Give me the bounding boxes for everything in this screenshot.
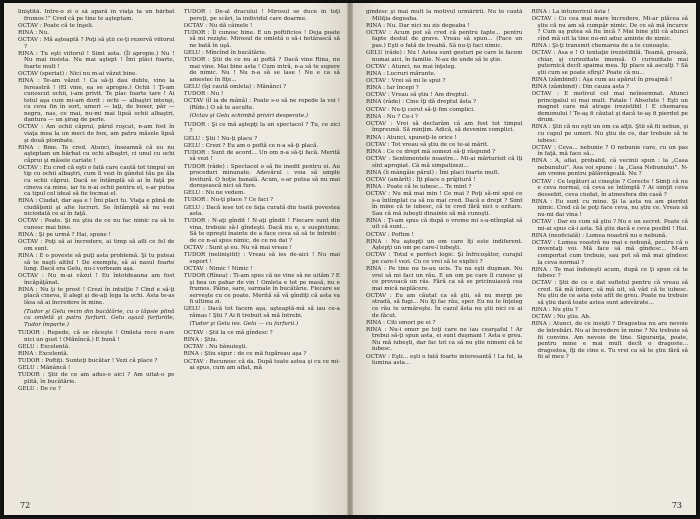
dialogue-line: OCTAV : Mă aşteaptă ? Poţi să ştii ce-ţi rezervă viitorul ? <box>18 36 175 50</box>
dialogue-line: RINA : Ce ce drept mă somezi să-ţi răspund ? <box>366 148 496 155</box>
dialogue-line: OCTAV : Poţi să ai încredere, ai timp să afli ce fel de om sunt. <box>18 239 175 252</box>
dialogue-line: OCTAV : Poate că te înşeli. <box>18 22 94 29</box>
dialogue-line: OCTAV : Asa e ! O tentaţie irezistibilă. Teamă, groază, chiar, şi curiozitate imensă. O curiozitate mai puternică decît spaima mea. Îţi place să asculţi ? Să ştii cum se poate sfîrşi? Poate că nu... <box>531 50 688 76</box>
dialogue-line: OCTAV : Totul e perfect logic. Şi înfricoşător, curajul pe care-l vezi. Cu ce vrei să te explici ? <box>366 252 523 265</box>
dialogue-line: OCTAV (amărît) : Îţi place o prăjitură ! <box>366 176 476 183</box>
dialogue-line: GELU (îşi caută omleta) : Mănânci ? <box>183 83 287 90</box>
dialogue-line: OCTAV : Nu mă mai min ! Ce mai ? Poţi să-mi spui ce s-a întîmplat ca să nu mai cred. Dacă e drept ? Simt în mine că te iubesc, că te cred fără nici o ezitare. Sau că mă iubeşti dinainte să mă cunoşti. <box>366 191 523 217</box>
dialogue-line: TUDOR : Şi ce mă aştepţi la un spectacol ? Tu, ce zici ? <box>183 121 340 135</box>
dialogue-line: OCTAV : Poate. Şi nu ştiu de ce nu fac nimic ca să te cunosc mai bine. <box>18 218 175 232</box>
dialogue-line: OCTAV : Dar eu cum să ştiu ? Nu e un secret. Poate că mi-ai spus că-i asta. Să ştiu dacă e ceva posibil ! Hai. <box>531 219 688 232</box>
dialogue-line: RINA : Te-am văzut ! Ca să-ţi dau dublu, vino la fereastră ! (El vine, ea se apropie.) Ochii ! Ţi-am cunoscut ochii, i-am privit. Te plac foarte tare ! Ai totul aşa cum mi-am dorit : ochi — albaştri intenşi, cu ceva fin în sort, umeri — laţi, de boxer, păr — negru, nas, ce mai, nu-mi mai lipsă ochii albaştri, dantura — un şirag de perle. <box>18 78 175 124</box>
dialogue-line: RINA : Atunci, spuneţi-le orice ! <box>366 134 457 141</box>
dialogue-line: OCTAV : Eu am căutat ca să ştii, să nu mergi pe stradă, să fugi... Nu îţi fac rău, sper. Eu nu te înţeleg ce rău te urmăreşte. În cazul ăsta nu ştii nici ce ai de făcut. <box>366 292 523 319</box>
dialogue-line: RINA : Nu-i omor pe toţi care ne iau cearşaful ! Ar trebui să-ţi spun asta, ei sunt duşmani ! Asta e greu. Nu mă iubeşti, dar fac tot ca să nu ştie nimeni că te iubesc. <box>366 326 523 353</box>
dialogue-line: TUDOR : De-al dracului ! Mirosul se duce în toţi pereţi, pe scări, la individul care doarme. <box>183 9 340 22</box>
dialogue-line: liniştită. Între-o zi o să apară în viaţa ta un bărbat frumos !” Cred că pe tine te aşteptam. <box>18 9 175 22</box>
dialogue-line: TUDOR (râde) : Spectacol o să fie inedit pentru ei. Au proceduri minunate. Adevărul : voia să umple lovitură. O hoţie banală. Acum, s-ar putea să nu mai doreşească nici să fure. <box>183 163 340 190</box>
page-number-left: 72 <box>20 501 31 511</box>
dialogue-line: RINA : Ştiu sigur : de ce mă fugăreau aşa ? <box>183 351 307 358</box>
dialogue-line: OCTAV : Atunci, nu mai înţeleg. <box>366 63 457 70</box>
stage-direction: (Tudor şi Gelu recin din bucătărie, cu o tăpsie plină cu omletă şi patru farfurii. Gelu aşază farfuriile, Tudor împarte.) <box>24 308 175 328</box>
dialogue-line: OCTAV : Am ochii căprui, părul roşcat, n-am fost în viaţa mea la un meci de box, am patru măsele lipsă şi două plombate. <box>18 124 175 144</box>
dialogue-line: OCTAV : Poftim ! <box>366 231 414 238</box>
dialogue-line: OCTAV : Vrei să declarăm că am fost tot timpul împreună. Să minţim. Adică, să devenim complici. <box>366 120 523 134</box>
dialogue-line: RINA (râde) : Cine îţi dă dreptul ăsta ? <box>366 99 477 106</box>
dialogue-line: TUDOR : Poftiţi. Sunteţi bucătar ! Vezi că place ? <box>18 358 158 365</box>
left-page-column-1 <box>18 9 175 493</box>
dialogue-line: OCTAV : Ştii la ce mă gîndesc ? <box>183 330 273 337</box>
dialogue-line: OCTAV : Eşti... eşti o fată foarte interesantă ! La fel, la lumina asta... <box>366 353 523 367</box>
dialogue-line: TUDOR (Rînea) : Ti-am spus că ne vine să ne uităm ? E şi bea un pahar de vin ! Omleta e tot pe masă, nu e frumos. Pâine, sare, sarmale în bucătărie. Fiecare se serveşte cu ce poate. Merită să vă gîndiţi că asta va fi ultima zi. <box>183 273 340 306</box>
dialogue-line: OCTAV : Lumea voastră nu mai e nebună, pentru că o inventaţi voi. Mă face să mă gîndesc... M-am comportat cum trebuie, sau pot să mă mai gîndesc la ceva normal ? <box>531 239 688 266</box>
dialogue-line: OCTAV : Sentimentele noastre... Mi-ai mărturisit că îţi sînt apropiat. Că mă simpatizezi... <box>366 155 523 169</box>
left-page-column-2 <box>184 9 341 493</box>
right-page-column-2 <box>532 9 689 493</box>
dialogue-line: RINA : Iar începi ? <box>366 85 419 92</box>
stage-direction: (Octav şi Gelu schimbă priviri desperate.) <box>189 113 309 120</box>
dialogue-line: OCTAV : Nimic ! Nimic ! <box>183 265 253 272</box>
dialogue-line: GELU : Mănâncă ! <box>18 365 71 372</box>
book-spread <box>4 3 696 515</box>
dialogue-line: RINA : A, aflai, probabil, că vecinii spun : la „Casa nebunului”. Asa voi spune : la „Casa Nebunului”. N-am vreme pentru pălăvrăgeală. Nu ? <box>531 158 688 178</box>
dialogue-line: OCTAV : Ştii de ce e dat sufletul pentru că vreau să cred. Să mă întorc, să mă uit, să văd că te iubesc. Nu ştiu de ce asta este atît de greu. Poate nu trebuie să ştiu dacă toate astea sunt adevărate... <box>531 280 688 307</box>
dialogue-line: TUDOR : Nu-ţi place ? Ce faci ? <box>183 197 274 204</box>
dialogue-line: TUDOR : N-aţi gîndit ! N-aţi gîndit ! Fiecare sunt din vina, trebuie să-l gîndeşti. Dacă nu e, e suspiciune. Să te opreşti înainte de a face ceva să să te întrebi : de ce n-ai spus nimic, de ce nu dai ? <box>183 218 340 244</box>
dialogue-line: RINA : E o poveste să puţi asta problemă. Şi tu puteai să te naşti altfel ! De exemplu, să ai nasul foarte lung. Dacă era Gelu, nu-i vorbeam aşa. <box>18 253 175 273</box>
dialogue-line: RINA : Ciudat, dar aşa e ! Îmi placi tu. Viaţa e plină de ciudăţenii şi alte lucruri. Se întâmplă să nu vezi niciodată ce ai în faţă. <box>18 198 175 218</box>
dialogue-line: RINA (îi mângâie părul) : Îmi placi foarte mult. <box>366 169 500 176</box>
dialogue-line: RINA : Eu sunt cu mine. Şi la asta nu am pierdut nimic. Cred că le poţi face ceva, nu ştiu ce. Vreau să nu-mi dai vina ! <box>531 198 688 218</box>
dialogue-line: RINA : Nu. <box>18 29 50 36</box>
dialogue-line: OCTAV (îl ia de mână) : Poate s-o să ne repede la voi ! (Rîde.) O să te asculte. <box>183 98 340 111</box>
dialogue-line: OCTAV : Tot vreau să ştiu de ce te-ai mărit. <box>366 141 489 148</box>
dialogue-line: OCTAV : Vreau să ştiu ! Am dreptul. <box>366 92 469 99</box>
dialogue-line: RINA : Şi pe urmă ? Hai, spune ! <box>18 232 111 239</box>
dialogue-line: OCTAV : E motivul cel mai neînsemnat. Atunci principalul ei mai mult. Fatale ! Absolute ! Eşti un magnet care mă atrage irezistibil ! E chemarea demonului ! Te-aş fi căutat şi dacă te-aş fi pierdut pe drum. <box>531 91 688 124</box>
dialogue-line: TUDOR : Ştii de ce am adus-o aici ? Am uitat-o pe plită, în bucătărie. <box>18 372 175 385</box>
dialogue-line: GELU : Nu ne vedem. <box>183 190 246 197</box>
dialogue-line: GELU : Crezi ? Eu am o poftă ce n-a să-ţi placă. <box>183 142 319 149</box>
dialogue-line: OCTAV : Nu m-ai văzut ! Eu întotdeauna am fost încăpăţânat. <box>18 273 175 286</box>
dialogue-line: GELU : Mîncînd în bucătărie. <box>183 50 267 57</box>
dialogue-line: RINA : Te mai îndoieşti acum, după ce ţi spun că te iubesc ? <box>531 266 688 280</box>
dialogue-line: OCTAV : Nu dă câinele ! <box>183 22 253 29</box>
dialogue-line: RINA : La întunericul ăsta ! <box>531 9 610 15</box>
dialogue-line: GELU (râde) : Nu ! Astea sunt gesturi pe care le facem numai aici, în familie. N-au de unde să le ştie. <box>366 50 523 63</box>
dialogue-line: RINA : Şi-ţi transmit chemarea de a te cunoaşte. <box>531 42 670 49</box>
dialogue-line: OCTAV : Nu-ţi cerut să-ţi fim complici. <box>366 106 475 113</box>
dialogue-line: RINA : Nu ? Ce-i ? <box>366 113 418 120</box>
dialogue-line: TUDOR : Ştii de ce nu ai poftă ? Dacă vine Rina, nu mai vine. Mai bine asta ! Cum intră, n-a să te supere de nimic. Nu ! Nu n-a să se lase ! Nu e ca să amestec în fiţe... <box>183 57 340 83</box>
dialogue-line: TUDOR : Repede, că se răceşte ! Omleta rece n-are nici un gust ! (Mănîncă.) E bună ! <box>18 330 175 343</box>
dialogue-line: RINA : Lucruri mărunte. <box>366 70 436 77</box>
dialogue-line: OCTAV : Ceva... nebunie ? O nebunie care, cu un pas în faţă, mă face să... <box>531 144 688 158</box>
dialogue-line: GELU : Dacă tot facem aşa, aşteaptă-mă să iau ce-a rămas ! Ştii ? Ai fi trebuit să mă întrebi. <box>183 306 340 319</box>
dialogue-line: TUDOR : Îl cunosc bine. E un poftificios ! Deja poate să mi rezişte. Mirosul de omletă o să-i hotărască să ne bată în uşă. <box>183 29 340 49</box>
dialogue-line: RINA : Ştii că nu eşti un om ca alţii. Ştii să fii nebun, şi cu capul pe umeri. Nu ştiu de ce, dar trebuie să te iubesc. <box>531 124 688 144</box>
dialogue-line: gîndesc şi mai mult la motivul urmăririi. Nu te caută Miliţia degeaba. <box>366 9 523 22</box>
book-gutter <box>347 3 353 515</box>
dialogue-line: RINA (zâmbind) : Din cauza asta ? <box>531 83 629 90</box>
page-number-right: 73 <box>671 501 682 511</box>
dialogue-line: OCTAV : Nu ştiu. Ah. <box>531 314 591 321</box>
dialogue-line: RINA : Bine. Te cred. Atunci, înseamnă că eu nu aşteptam un bărbat cu ochi albaştri, ci unul cu ochi căprui şi măsele cariate ! <box>18 144 175 164</box>
dialogue-line: OCTAV : Vrei să mi le spui ? <box>366 78 446 85</box>
dialogue-line: RINA : Ţi-am spus că după o vreme mi s-a-ntîmplat să uit că sunt... <box>366 217 523 231</box>
dialogue-line: RINA : Citi omori pe ei ? <box>366 319 436 326</box>
dialogue-line: RINA : Ştiu. <box>183 337 218 344</box>
dialogue-line: OCTAV : Nu bănuieşti. <box>183 344 248 351</box>
dialogue-line: GELU : De ce ? <box>18 386 61 393</box>
dialogue-line: OCTAV : Sunt şi eu. Nu vă mai vreau ! <box>183 245 292 252</box>
dialogue-line: RINA : Nu ţi te prost ! Crezi în intuiţie ? Cînd e să-ţi placă cineva, îl alegi şi de-aţi lega la ochi. Asta te-as lăsa să ai încredere în mine. <box>18 286 175 307</box>
dialogue-line: TUDOR (nelinişitit) : Vreau să ies de-aici ! Nu mai suport ! <box>183 252 340 265</box>
dialogue-line: OCTAV : Cu cea mai mare încredere. Mi-ar plăcea să ştiu că nu am să cumpăr nimic. De ce să mă încurce ? Cum aş putea să fiu încă ? Mai bine ştii că atunci cînd mă uit la tine nu-mi aduc aminte de nimic. <box>531 16 688 42</box>
dialogue-line: OCTAV : Ce legături ai cineştie ? Corecte ! Simţi că nu e ceva normal, că ceva se întîmplă ? Ai simţit ceva deosebit, ceva ciudat, în atmosfera din casă ? <box>531 178 688 198</box>
dialogue-line: OCTAV : Acum pot să cred că pentru fapte... pentru fapte destul de grave. Vreau să spun... (Face un pas.) Eşti o fată de treabă. Să nu-ţi faci nimic. <box>366 29 523 49</box>
stage-direction: (Tudor şi Gelu ies. Gelu — cu farfurii.) <box>189 321 299 328</box>
dialogue-line: RINA : Excelentă. <box>18 351 69 358</box>
dialogue-line: TUDOR : Sunt de acord... Un om n-a să-ţi facă. Merită să vezi ! <box>183 149 340 163</box>
dialogue-line: RINA : Tu eşti viitorul ! Simt asta. (Îl apropie.) Nu ! Nu mai insista. Nu mai aştept ! Îmi plăci foarte, foarte mult ! <box>18 50 175 70</box>
dialogue-line: RINA : Atunci, de ce insişti ? Dragostea nu are nevoie de întrebări. Nu ai încredere în mine ? Nu trebuie să fii convins. Am nevoie de tine. Siguranţa, poate, pentru mine e mai mult decît o dragoste... dragostea, îţi de cine e. Tu vrei ca să te ştiu fără să fii al meu ? <box>531 321 688 361</box>
dialogue-line: GELU : Excelentă. <box>18 343 70 350</box>
dialogue-line: RINA (zâmbind) : Aşa cum au apărut în preajmă ! <box>531 76 673 83</box>
dialogue-line: RINA : Pe tine nu te-au ucis. Tu nu eşti duşman. Nu vrei să mi faci un rău. E un om pe care îl cunosc şi ce provoacă un râs. Fără ca să se pricinuiască cea mai mică neplăcere. <box>366 266 523 292</box>
dialogue-line: GELU : Dacă iese tot ce faţa curată din toată povestea asta. <box>183 204 340 218</box>
dialogue-line: RINA : Nu ştiu ? <box>531 307 578 314</box>
dialogue-line: RINA : Nu aştepţi un om care îţi este indiferent. Aştepţi un om pe care-l iubeşti. <box>366 238 523 252</box>
dialogue-line: RINA (neoficială) : Lumea noastră nu e nebună. <box>531 232 667 239</box>
dialogue-line: OCTAV : Eu cred că eşti o fată care caută tot timpul un tip cu ochii albaştri, cum îl vezi în gândul tău pe ăla cu ochii căprui. Dacă se întâmplă să ai în faţă pe cineva ca mine, iar tu n-ai ochii pentru el, s-ar putea ca tipul cel ideal să fie tocmai el. <box>18 164 175 198</box>
dialogue-line: RINA : Poate că te iubesc... Te mint ? <box>366 183 472 190</box>
page-right <box>350 3 696 515</box>
dialogue-line: OCTAV (speriat) : Nici nu m-ai văzut bine. <box>18 70 138 77</box>
dialogue-line: TUDOR : Nu ! <box>183 91 224 98</box>
dialogue-line: OCTAV : Recunosc că da. După toate astea şi cu ce mi-ai spus, cum am aflat, mă <box>183 358 340 372</box>
dialogue-line: GELU : Ştii ! Nu-ţi place ? <box>183 135 258 142</box>
dialogue-line: RINA : Nu. Dar nici nu zis degeaba ! <box>366 22 470 29</box>
right-page-column-1 <box>366 9 523 493</box>
page-left <box>4 3 350 515</box>
